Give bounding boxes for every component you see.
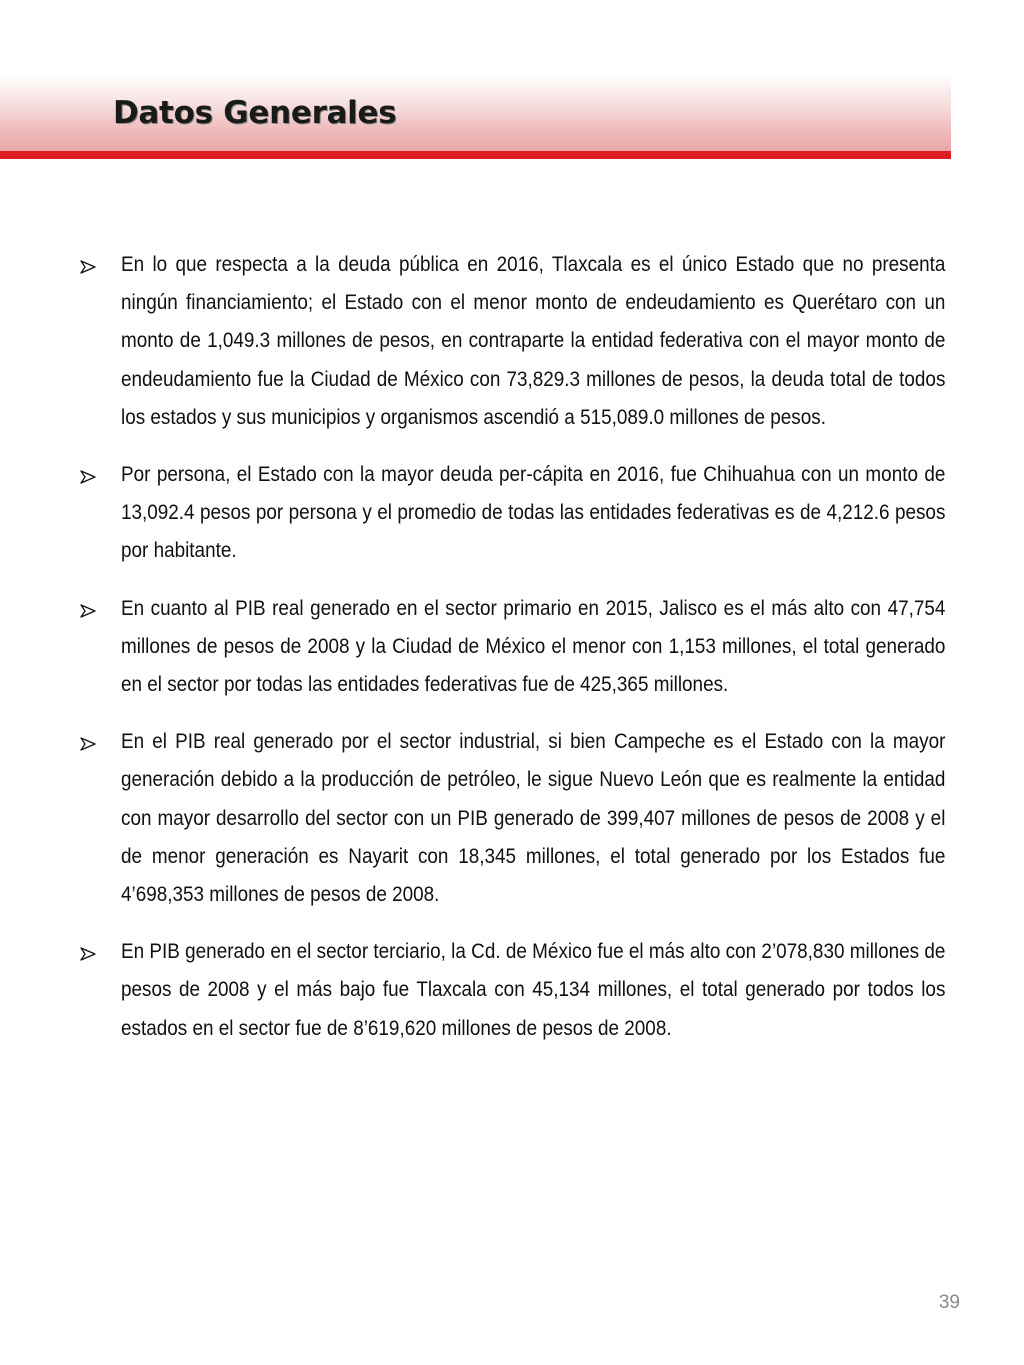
bullet-item-deuda-publica [0,246,1024,437]
bullet-item-sector-industrial [0,723,1024,914]
bullet-text: En cuanto al PIB real generado en el sector primario en 2015, Jalisco es el más alto con 47,754 millones de pesos de 2008 y la Ciudad de México el menor con 1,153 millones, el total generado en el sector por todas las entidades federativas fue de 425,365 millones. [121,596,946,697]
bullet-text: Por persona, el Estado con la mayor deuda per-cápita en 2016, fue Chihuahua con un monto de 13,092.4 pesos por persona y el promedio de todas las entidades federativas es de 4,212.6 pesos por habitante. [121,463,946,563]
arrowhead-right-icon [80,604,96,618]
bullet-item-sector-primario [0,590,1024,705]
bullet-text: En PIB generado en el sector terciario, la Cd. de México fue el más alto con 2’078,830 millones de pesos de 2008 y el más bajo fue Tlaxcala con 45,134 millones, el total generado por todos los estados en el sector fue de 8’619,620 millones de pesos de 2008. [121,940,946,1040]
bullet-item-sector-terciario [0,933,1024,1048]
arrowhead-right-icon [80,737,96,751]
bullet-text: En el PIB real generado por el sector industrial, si bien Campeche es el Estado con la mayor generación debido a la producción de petróleo, le sigue Nuevo León que es realmente la entidad con mayor desarrollo del sector con un PIB generado de 399,407 millones de pesos de 2008 y el de menor generación es Nayarit con 18,345 millones, el total generado por los Estados fue 4’698,353 millones de pesos de 2008. [121,730,946,907]
bullet-text: En lo que respecta a la deuda pública en 2016, Tlaxcala es el único Estado que no presenta ningún financiamiento; el Estado con el menor monto de endeudamiento es Querétaro con un monto de 1,049.3 millones de pesos, en contraparte la entidad federativa con el mayor monto de endeudamiento fue la Ciudad de México con 73,829.3 millones de pesos, la deuda total de todos los estados y sus municipios y organismos ascendió a 515,089.0 millones de pesos. [121,253,946,429]
page-number: 39 [938,1292,960,1313]
arrowhead-right-icon [80,947,96,961]
bullet-item-deuda-per-capita [0,456,1024,571]
arrowhead-right-icon [80,260,96,274]
arrowhead-right-icon [80,470,96,484]
page-title: Datos Generales [113,95,397,131]
header-red-rule [0,151,951,159]
bullet-list [0,246,1024,1067]
